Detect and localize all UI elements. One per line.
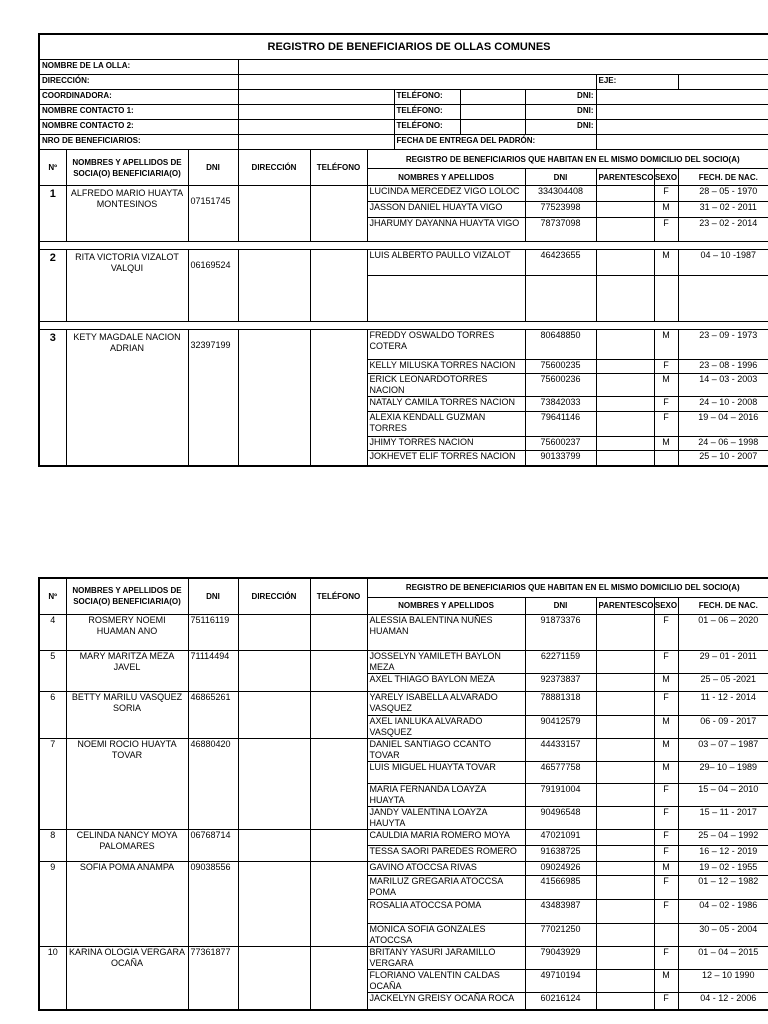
member-parentesco[interactable] — [596, 437, 654, 451]
telefono-label: TELÉFONO: — [394, 120, 460, 135]
member-name: JOSSELYN YAMILETH BAYLON MEZA — [367, 650, 525, 673]
member-name: AXEL IANLUKA ALVARADO VASQUEZ — [367, 715, 525, 738]
member-name: AXEL THIAGO BAYLON MEZA — [367, 673, 525, 691]
member-fecha: 03 – 07 – 1987 — [678, 738, 768, 761]
member-name: MONICA SOFIA GONZALES ATOCCSA — [367, 923, 525, 946]
member-parentesco[interactable] — [596, 360, 654, 374]
member-dni: 78737098 — [525, 218, 596, 242]
col-parentesco: PARENTESCO — [596, 169, 654, 186]
member-sexo: F — [654, 186, 678, 202]
member-parentesco[interactable] — [596, 218, 654, 242]
table-row — [39, 691, 768, 715]
socio-dni: 09038556 — [188, 861, 238, 946]
member-dni: 78881318 — [525, 691, 596, 715]
member-name: NATALY CAMILA TORRES NACION — [367, 397, 525, 412]
table-row — [39, 738, 768, 761]
member-parentesco[interactable] — [596, 969, 654, 992]
coordinadora-value[interactable] — [238, 90, 394, 105]
member-parentesco[interactable] — [596, 673, 654, 691]
member-name: FLORIANO VALENTIN CALDAS OCAÑA — [367, 969, 525, 992]
member-fecha: 28 – 05 - 1970 — [678, 186, 768, 202]
member-sexo: M — [654, 715, 678, 738]
member-name: MARILUZ GREGARIA ATOCCSA POMA — [367, 875, 525, 899]
member-parentesco[interactable] — [596, 783, 654, 806]
socio-dni: 06169524 — [188, 250, 238, 322]
member-name: JASSON DANIEL HUAYTA VIGO — [367, 202, 525, 218]
member-fecha: 01 – 12 – 1982 — [678, 875, 768, 899]
member-fecha: 30 – 05 - 2004 — [678, 923, 768, 946]
member-sexo: M — [654, 738, 678, 761]
member-parentesco[interactable] — [596, 715, 654, 738]
member-sexo: F — [654, 806, 678, 829]
socio-number: 8 — [39, 829, 66, 861]
member-fecha: 06 - 09 - 2017 — [678, 715, 768, 738]
contacto2-label: NOMBRE CONTACTO 2: — [39, 120, 238, 135]
telefono-value[interactable] — [460, 105, 525, 120]
member-dni: 77021250 — [525, 923, 596, 946]
socio-direccion[interactable] — [238, 861, 310, 946]
socio-number: 6 — [39, 691, 66, 738]
direccion-label: DIRECCIÓN: — [39, 75, 238, 90]
spacer-cell — [39, 242, 768, 250]
member-dni[interactable] — [525, 276, 596, 322]
socio-telefono[interactable] — [310, 250, 367, 322]
member-sexo: M — [654, 761, 678, 783]
member-fecha: 24 – 10 - 2008 — [678, 397, 768, 412]
member-parentesco[interactable] — [596, 276, 654, 322]
member-name: JHARUMY DAYANNA HUAYTA VIGO — [367, 218, 525, 242]
socio-name: KETY MAGDALE NACION ADRIAN — [66, 330, 188, 466]
member-fecha: 25 – 10 - 2007 — [678, 451, 768, 466]
nro-beneficiarios-label: NRO DE BENEFICIARIOS: — [39, 135, 238, 150]
member-sexo[interactable] — [654, 276, 678, 322]
socio-telefono[interactable] — [310, 861, 367, 946]
member-name: JACKELYN GREISY OCAÑA ROCA — [367, 992, 525, 1010]
socio-name: MARY MARITZA MEZA JAVEL — [66, 650, 188, 691]
dni-label: DNI: — [525, 105, 596, 120]
member-dni: 47021091 — [525, 829, 596, 845]
socio-number: 2 — [39, 250, 66, 322]
member-fecha: 04 – 02 - 1986 — [678, 899, 768, 923]
table-row — [39, 614, 768, 650]
member-sexo: M — [654, 330, 678, 360]
member-dni: 79641146 — [525, 412, 596, 437]
member-fecha: 01 – 06 – 2020 — [678, 614, 768, 650]
member-fecha: 14 – 03 - 2003 — [678, 374, 768, 397]
member-parentesco[interactable] — [596, 330, 654, 360]
socios-body-1 — [39, 186, 768, 466]
socio-direccion[interactable] — [238, 738, 310, 829]
table-row — [39, 186, 768, 202]
socio-number: 9 — [39, 861, 66, 946]
member-parentesco[interactable] — [596, 614, 654, 650]
member-dni: 60216124 — [525, 992, 596, 1010]
socio-direccion[interactable] — [238, 829, 310, 861]
member-name: ALEXIA KENDALL GUZMAN TORRES — [367, 412, 525, 437]
member-dni: 90496548 — [525, 806, 596, 829]
socio-direccion[interactable] — [238, 330, 310, 466]
socio-number: 3 — [39, 330, 66, 466]
table-row — [39, 250, 768, 276]
member-fecha: 29 – 01 - 2011 — [678, 650, 768, 673]
member-dni: 92373837 — [525, 673, 596, 691]
member-dni: 46577758 — [525, 761, 596, 783]
col-telefono: TELÉFONO — [310, 150, 367, 186]
form-title: REGISTRO DE BENEFICIARIOS DE OLLAS COMUNES — [39, 34, 768, 60]
table-row — [39, 330, 768, 360]
col-dni2: DNI — [525, 169, 596, 186]
socio-number: 5 — [39, 650, 66, 691]
eje-value[interactable] — [678, 75, 768, 90]
member-fecha: 04 – 10 -1987 — [678, 250, 768, 276]
socio-number: 10 — [39, 946, 66, 1010]
socio-dni: 46865261 — [188, 691, 238, 738]
member-fecha: 23 – 08 - 1996 — [678, 360, 768, 374]
member-parentesco[interactable] — [596, 923, 654, 946]
col-direccion: DIRECCIÓN — [238, 150, 310, 186]
member-name: KELLY MILUSKA TORRES NACION — [367, 360, 525, 374]
member-dni: 334304408 — [525, 186, 596, 202]
col-dni: DNI — [188, 578, 238, 614]
member-name: JHIMY TORRES NACION — [367, 437, 525, 451]
socio-name: ROSMERY NOEMI HUAMAN ANO — [66, 614, 188, 650]
member-sexo: F — [654, 875, 678, 899]
coordinadora-label: COORDINADORA: — [39, 90, 238, 105]
member-dni: 49710194 — [525, 969, 596, 992]
telefono-value[interactable] — [460, 120, 525, 135]
member-sexo: F — [654, 899, 678, 923]
col-registro: REGISTRO DE BENEFICIARIOS QUE HABITAN EN EL MISMO DOMICILIO DEL SOCIO(A) — [367, 150, 768, 169]
member-sexo: F — [654, 829, 678, 845]
member-dni: 90412579 — [525, 715, 596, 738]
member-fecha: 12 – 10 1990 — [678, 969, 768, 992]
member-sexo: F — [654, 360, 678, 374]
socio-direccion[interactable] — [238, 250, 310, 322]
socio-dni: 71114494 — [188, 650, 238, 691]
member-sexo: F — [654, 218, 678, 242]
member-name: LUCINDA MERCEDEZ VIGO LOLOC — [367, 186, 525, 202]
member-dni: 09024926 — [525, 861, 596, 875]
socios-body-2 — [39, 614, 768, 1010]
socio-direccion[interactable] — [238, 614, 310, 650]
member-dni: 91873376 — [525, 614, 596, 650]
member-fecha: 04 - 12 - 2006 — [678, 992, 768, 1010]
socio-dni: 07151745 — [188, 186, 238, 242]
col-fecha: FECH. DE NAC. — [678, 169, 768, 186]
member-sexo: M — [654, 673, 678, 691]
telefono-value[interactable] — [460, 90, 525, 105]
member-sexo — [654, 923, 678, 946]
eje-label: EJE: — [596, 75, 678, 90]
member-parentesco[interactable] — [596, 875, 654, 899]
member-name: LUIS ALBERTO PAULLO VIZALOT — [367, 250, 525, 276]
socio-number: 7 — [39, 738, 66, 829]
member-dni: 43483987 — [525, 899, 596, 923]
col-socio: NOMBRES Y APELLIDOS DE SOCIA(O) BENEFICIARIA(O) — [66, 578, 188, 614]
socio-name: RITA VICTORIA VIZALOT VALQUI — [66, 250, 188, 322]
socio-telefono[interactable] — [310, 829, 367, 861]
form-table-page-1 — [38, 33, 768, 467]
socio-direccion[interactable] — [238, 650, 310, 691]
member-parentesco[interactable] — [596, 374, 654, 397]
member-fecha: 23 – 02 - 2014 — [678, 218, 768, 242]
member-fecha: 23 – 09 - 1973 — [678, 330, 768, 360]
socio-number: 4 — [39, 614, 66, 650]
member-dni: 79043929 — [525, 946, 596, 969]
member-parentesco[interactable] — [596, 202, 654, 218]
col-socio: NOMBRES Y APELLIDOS DE SOCIA(O) BENEFICIARIA(O) — [66, 150, 188, 186]
member-sexo: F — [654, 946, 678, 969]
socio-telefono[interactable] — [310, 614, 367, 650]
member-parentesco[interactable] — [596, 186, 654, 202]
table-row — [39, 650, 768, 673]
member-sexo: M — [654, 202, 678, 218]
member-sexo: F — [654, 691, 678, 715]
member-sexo: F — [654, 650, 678, 673]
spacer-row — [39, 322, 768, 330]
spacer-row — [39, 242, 768, 250]
socio-dni: 06768714 — [188, 829, 238, 861]
col-sexo: SEXO — [654, 169, 678, 186]
member-dni: 90133799 — [525, 451, 596, 466]
member-name: DANIEL SANTIAGO CCANTO TOVAR — [367, 738, 525, 761]
member-dni: 75600235 — [525, 360, 596, 374]
member-parentesco[interactable] — [596, 806, 654, 829]
contacto2-value[interactable] — [238, 120, 394, 135]
member-sexo: F — [654, 783, 678, 806]
member-fecha: 19 – 02 - 1955 — [678, 861, 768, 875]
col-parentesco: PARENTESCO — [596, 597, 654, 614]
member-parentesco[interactable] — [596, 829, 654, 845]
dni-value[interactable] — [596, 90, 768, 105]
form-table-page-2 — [38, 577, 768, 1011]
member-dni: 41566985 — [525, 875, 596, 899]
table-row — [39, 946, 768, 969]
member-fecha: 01 – 04 – 2015 — [678, 946, 768, 969]
socio-telefono[interactable] — [310, 330, 367, 466]
telefono-label: TELÉFONO: — [394, 105, 460, 120]
member-dni: 73842033 — [525, 397, 596, 412]
member-dni: 44433157 — [525, 738, 596, 761]
member-sexo: M — [654, 250, 678, 276]
member-sexo: F — [654, 397, 678, 412]
contacto1-value[interactable] — [238, 105, 394, 120]
socio-dni: 75116119 — [188, 614, 238, 650]
socio-telefono[interactable] — [310, 650, 367, 691]
member-parentesco[interactable] — [596, 397, 654, 412]
socio-name: ALFREDO MARIO HUAYTA MONTESINOS — [66, 186, 188, 242]
member-sexo: F — [654, 992, 678, 1010]
fecha-entrega-label: FECHA DE ENTREGA DEL PADRÓN: — [394, 135, 596, 150]
member-fecha: 11 - 12 - 2014 — [678, 691, 768, 715]
nro-beneficiarios-value[interactable] — [238, 135, 394, 150]
member-parentesco[interactable] — [596, 451, 654, 466]
member-sexo: F — [654, 412, 678, 437]
socio-direccion[interactable] — [238, 691, 310, 738]
socio-direccion[interactable] — [238, 186, 310, 242]
member-dni: 62271159 — [525, 650, 596, 673]
socio-direccion[interactable] — [238, 946, 310, 1010]
member-parentesco[interactable] — [596, 761, 654, 783]
socio-dni: 46880420 — [188, 738, 238, 829]
col-n: Nº — [39, 578, 66, 614]
member-fecha: 29– 10 – 1989 — [678, 761, 768, 783]
member-parentesco[interactable] — [596, 250, 654, 276]
member-name: CAULDIA MARIA ROMERO MOYA — [367, 829, 525, 845]
member-name: JOKHEVET ELIF TORRES NACION — [367, 451, 525, 466]
direccion-value[interactable] — [238, 75, 596, 90]
socio-number: 1 — [39, 186, 66, 242]
col-direccion: DIRECCIÓN — [238, 578, 310, 614]
member-dni: 80648850 — [525, 330, 596, 360]
socio-name: CELINDA NANCY MOYA PALOMARES — [66, 829, 188, 861]
col-sexo: SEXO — [654, 597, 678, 614]
olla-value[interactable] — [238, 60, 768, 75]
telefono-label: TELÉFONO: — [394, 90, 460, 105]
socio-name: BETTY MARILU VASQUEZ SORIA — [66, 691, 188, 738]
col-dni2: DNI — [525, 597, 596, 614]
member-sexo: F — [654, 614, 678, 650]
table-row — [39, 861, 768, 875]
socio-dni: 77361877 — [188, 946, 238, 1010]
col-registro: REGISTRO DE BENEFICIARIOS QUE HABITAN EN EL MISMO DOMICILIO DEL SOCIO(A) — [367, 578, 768, 597]
member-name: BRITANY YASURI JARAMILLO VERGARA — [367, 946, 525, 969]
dni-label: DNI: — [525, 90, 596, 105]
member-dni: 46423655 — [525, 250, 596, 276]
member-fecha: 15 – 11 - 2017 — [678, 806, 768, 829]
member-parentesco[interactable] — [596, 845, 654, 861]
member-name: MARIA FERNANDA LOAYZA HUAYTA — [367, 783, 525, 806]
member-sexo: M — [654, 969, 678, 992]
member-dni: 77523998 — [525, 202, 596, 218]
socio-dni: 32397199 — [188, 330, 238, 466]
socio-telefono[interactable] — [310, 186, 367, 242]
member-parentesco[interactable] — [596, 738, 654, 761]
col-dni: DNI — [188, 150, 238, 186]
member-fecha: 16 – 12 - 2019 — [678, 845, 768, 861]
member-name: LUIS MIGUEL HUAYTA TOVAR — [367, 761, 525, 783]
dni-value[interactable] — [596, 120, 768, 135]
member-sexo: F — [654, 845, 678, 861]
member-name: ROSALIA ATOCCSA POMA — [367, 899, 525, 923]
member-fecha: 31 – 02 - 2011 — [678, 202, 768, 218]
socio-telefono[interactable] — [310, 691, 367, 738]
member-fecha: 15 – 04 – 2010 — [678, 783, 768, 806]
member-name: GAVINO ATOCCSA RIVAS — [367, 861, 525, 875]
member-fecha: 25 – 04 – 1992 — [678, 829, 768, 845]
col-fecha: FECH. DE NAC. — [678, 597, 768, 614]
member-sexo: M — [654, 437, 678, 451]
member-parentesco[interactable] — [596, 992, 654, 1010]
member-fecha: 19 – 04 – 2016 — [678, 412, 768, 437]
member-dni: 75600236 — [525, 374, 596, 397]
member-fecha[interactable] — [678, 276, 768, 322]
col-nombres: NOMBRES Y APELLIDOS — [367, 597, 525, 614]
member-name: FREDDY OSWALDO TORRES COTERA — [367, 330, 525, 360]
member-sexo — [654, 451, 678, 466]
table-row — [39, 829, 768, 845]
member-parentesco[interactable] — [596, 899, 654, 923]
dni-value[interactable] — [596, 105, 768, 120]
member-dni: 75600237 — [525, 437, 596, 451]
olla-label: NOMBRE DE LA OLLA: — [39, 60, 238, 75]
member-name: ERICK LEONARDOTORRES NACION — [367, 374, 525, 397]
socio-name: SOFIA POMA ANAMPA — [66, 861, 188, 946]
member-dni: 91638725 — [525, 845, 596, 861]
col-nombres: NOMBRES Y APELLIDOS — [367, 169, 525, 186]
member-name[interactable] — [367, 276, 525, 322]
socio-telefono[interactable] — [310, 738, 367, 829]
member-parentesco[interactable] — [596, 946, 654, 969]
member-sexo: M — [654, 374, 678, 397]
member-dni: 79191004 — [525, 783, 596, 806]
member-fecha: 24 – 06 – 1998 — [678, 437, 768, 451]
member-parentesco[interactable] — [596, 412, 654, 437]
socio-name: NOEMI ROCIO HUAYTA TOVAR — [66, 738, 188, 829]
member-sexo: M — [654, 861, 678, 875]
member-name: JANDY VALENTINA LOAYZA HAUYTA — [367, 806, 525, 829]
col-n: Nº — [39, 150, 66, 186]
member-parentesco[interactable] — [596, 650, 654, 673]
member-parentesco[interactable] — [596, 861, 654, 875]
spacer-cell — [39, 322, 768, 330]
member-name: ALESSIA BALENTINA NUÑES HUAMAN — [367, 614, 525, 650]
member-name: TESSA SAORI PAREDES ROMERO — [367, 845, 525, 861]
socio-name: KARINA OLOGIA VERGARA OCAÑA — [66, 946, 188, 1010]
dni-label: DNI: — [525, 120, 596, 135]
fecha-entrega-value[interactable] — [596, 135, 768, 150]
member-name: YARELY ISABELLA ALVARADO VASQUEZ — [367, 691, 525, 715]
col-telefono: TELÉFONO — [310, 578, 367, 614]
member-fecha: 25 – 05 -2021 — [678, 673, 768, 691]
contacto1-label: NOMBRE CONTACTO 1: — [39, 105, 238, 120]
socio-telefono[interactable] — [310, 946, 367, 1010]
member-parentesco[interactable] — [596, 691, 654, 715]
